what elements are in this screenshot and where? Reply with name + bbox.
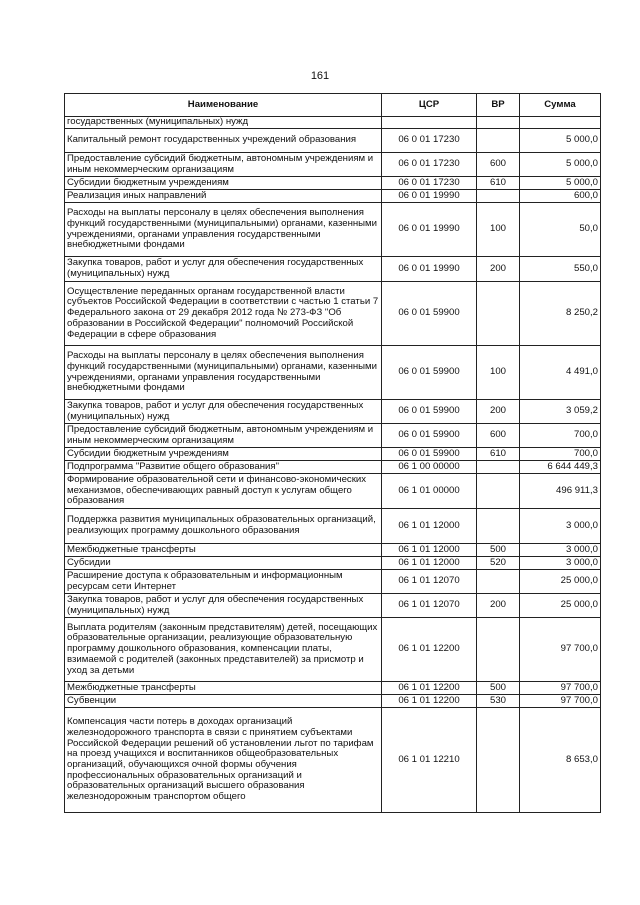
cell-sum: 50,0 <box>520 203 601 257</box>
table-row <box>65 153 601 177</box>
cell-csr: 06 1 01 12000 <box>382 544 477 557</box>
cell-vr: 200 <box>477 594 520 618</box>
cell-name: Субсидии бюджетным учреждениям <box>65 177 382 190</box>
cell-csr: 06 1 01 12200 <box>382 618 477 682</box>
cell-vr: 530 <box>477 695 520 708</box>
cell-csr: 06 0 01 59900 <box>382 448 477 461</box>
cell-vr: 600 <box>477 153 520 177</box>
cell-csr: 06 0 01 17230 <box>382 177 477 190</box>
cell-vr <box>477 570 520 594</box>
cell-csr: 06 1 01 00000 <box>382 474 477 509</box>
table-body <box>65 117 601 813</box>
cell-vr <box>477 474 520 509</box>
cell-sum: 6 644 449,3 <box>520 461 601 474</box>
cell-sum: 3 000,0 <box>520 509 601 544</box>
cell-name: Межбюджетные трансферты <box>65 682 382 695</box>
table-header-row <box>65 94 601 117</box>
cell-csr: 06 0 01 19990 <box>382 257 477 282</box>
budget-table <box>64 93 601 813</box>
cell-csr: 06 1 00 00000 <box>382 461 477 474</box>
header-csr: ЦСР <box>382 94 477 117</box>
table-row <box>65 424 601 448</box>
cell-vr <box>477 190 520 203</box>
table-row <box>65 474 601 509</box>
cell-sum: 5 000,0 <box>520 129 601 153</box>
cell-name: Поддержка развития муниципальных образовательных организаций, реализующих программу дошкольного образования <box>65 509 382 544</box>
table-row <box>65 129 601 153</box>
cell-csr: 06 1 01 12200 <box>382 682 477 695</box>
table-row <box>65 203 601 257</box>
cell-csr: 06 0 01 59900 <box>382 346 477 400</box>
cell-vr: 610 <box>477 177 520 190</box>
cell-sum: 700,0 <box>520 448 601 461</box>
cell-name: Выплата родителям (законным представителям) детей, посещающих образовательные организации, реализующие образовательную программу дошкольного образования, компенсации платы, взимаемой с родителей (законных представителей) за присмотр и уход за детьми <box>65 618 382 682</box>
cell-csr: 06 0 01 17230 <box>382 153 477 177</box>
cell-csr: 06 1 01 12070 <box>382 570 477 594</box>
cell-sum: 3 059,2 <box>520 400 601 424</box>
cell-vr: 500 <box>477 544 520 557</box>
cell-csr: 06 0 01 19990 <box>382 190 477 203</box>
cell-sum: 25 000,0 <box>520 570 601 594</box>
cell-name: Осуществление переданных органам государственной власти субъектов Российской Федерации в соответствии с частью 1 статьи 7 Федерального закона от 29 декабря 2012 года № 273-ФЗ "Об образовании в Российской Федерации" полномочий Российской Федерации в сфере образования <box>65 282 382 346</box>
cell-vr <box>477 509 520 544</box>
cell-vr: 500 <box>477 682 520 695</box>
header-sum: Сумма <box>520 94 601 117</box>
cell-csr: 06 0 01 59900 <box>382 400 477 424</box>
cell-vr: 200 <box>477 257 520 282</box>
cell-name: Межбюджетные трансферты <box>65 544 382 557</box>
cell-name: Компенсация части потерь в доходах организаций железнодорожного транспорта в связи с принятием субъектами Российской Федерации решений об установлении льгот по тарифам на проезд учащихся и воспитанников общеобразовательных организаций, обучающихся очной формы обучения профессиональных образовательных организаций и образовательных организаций высшего образования железнодорожным транспортом общего <box>65 708 382 813</box>
header-name: Наименование <box>65 94 382 117</box>
cell-csr: 06 0 01 59900 <box>382 424 477 448</box>
cell-vr: 520 <box>477 557 520 570</box>
cell-vr: 100 <box>477 203 520 257</box>
cell-sum: 8 250,2 <box>520 282 601 346</box>
cell-name: Расходы на выплаты персоналу в целях обеспечения выполнения функций государственными (муниципальными) органами, казенными учреждениями, органами управления государственными внебюджетными фондами <box>65 203 382 257</box>
cell-sum <box>520 117 601 129</box>
cell-vr: 100 <box>477 346 520 400</box>
cell-name: Реализация иных направлений <box>65 190 382 203</box>
cell-name: Закупка товаров, работ и услуг для обеспечения государственных (муниципальных) нужд <box>65 257 382 282</box>
table-row <box>65 618 601 682</box>
cell-sum: 5 000,0 <box>520 177 601 190</box>
cell-name: государственных (муниципальных) нужд <box>65 117 382 129</box>
cell-name: Субсидии бюджетным учреждениям <box>65 448 382 461</box>
cell-vr <box>477 117 520 129</box>
cell-name: Предоставление субсидий бюджетным, автономным учреждениям и иным некоммерческим организациям <box>65 153 382 177</box>
cell-sum: 25 000,0 <box>520 594 601 618</box>
cell-name: Предоставление субсидий бюджетным, автономным учреждениям и иным некоммерческим организациям <box>65 424 382 448</box>
cell-csr: 06 1 01 12210 <box>382 708 477 813</box>
table-row <box>65 461 601 474</box>
cell-sum: 5 000,0 <box>520 153 601 177</box>
cell-sum: 496 911,3 <box>520 474 601 509</box>
cell-sum: 8 653,0 <box>520 708 601 813</box>
cell-csr: 06 1 01 12000 <box>382 557 477 570</box>
cell-name: Расходы на выплаты персоналу в целях обеспечения выполнения функций государственными (муниципальными) органами, казенными учреждениями, органами управления государственными внебюджетными фондами <box>65 346 382 400</box>
cell-vr <box>477 282 520 346</box>
table-row <box>65 282 601 346</box>
table-row <box>65 190 601 203</box>
table-row <box>65 594 601 618</box>
cell-sum: 550,0 <box>520 257 601 282</box>
cell-sum: 97 700,0 <box>520 618 601 682</box>
cell-csr: 06 1 01 12200 <box>382 695 477 708</box>
cell-vr: 200 <box>477 400 520 424</box>
cell-vr <box>477 461 520 474</box>
cell-name: Формирование образовательной сети и финансово-экономических механизмов, обеспечивающих равный доступ к услугам общего образования <box>65 474 382 509</box>
table-row <box>65 557 601 570</box>
cell-name: Расширение доступа к образовательным и информационным ресурсам сети Интернет <box>65 570 382 594</box>
cell-sum: 97 700,0 <box>520 695 601 708</box>
table-row <box>65 509 601 544</box>
table-row <box>65 177 601 190</box>
table-row <box>65 346 601 400</box>
cell-csr: 06 0 01 59900 <box>382 282 477 346</box>
cell-sum: 3 000,0 <box>520 544 601 557</box>
cell-csr <box>382 117 477 129</box>
cell-name: Субвенции <box>65 695 382 708</box>
table-row <box>65 117 601 129</box>
cell-sum: 97 700,0 <box>520 682 601 695</box>
table-row <box>65 708 601 813</box>
cell-sum: 4 491,0 <box>520 346 601 400</box>
cell-vr <box>477 618 520 682</box>
cell-csr: 06 1 01 12070 <box>382 594 477 618</box>
cell-vr <box>477 708 520 813</box>
cell-name: Закупка товаров, работ и услуг для обеспечения государственных (муниципальных) нужд <box>65 400 382 424</box>
header-vr: ВР <box>477 94 520 117</box>
cell-vr: 610 <box>477 448 520 461</box>
cell-sum: 600,0 <box>520 190 601 203</box>
table-row <box>65 544 601 557</box>
cell-vr: 600 <box>477 424 520 448</box>
cell-sum: 3 000,0 <box>520 557 601 570</box>
page-number: 161 <box>310 70 330 82</box>
table-row <box>65 695 601 708</box>
cell-vr <box>477 129 520 153</box>
table-row <box>65 448 601 461</box>
table-row <box>65 400 601 424</box>
cell-csr: 06 0 01 19990 <box>382 203 477 257</box>
cell-name: Капитальный ремонт государственных учреждений образования <box>65 129 382 153</box>
table-row <box>65 257 601 282</box>
cell-name: Субсидии <box>65 557 382 570</box>
cell-sum: 700,0 <box>520 424 601 448</box>
cell-csr: 06 1 01 12000 <box>382 509 477 544</box>
cell-csr: 06 0 01 17230 <box>382 129 477 153</box>
cell-name: Подпрограмма "Развитие общего образования" <box>65 461 382 474</box>
table-row <box>65 570 601 594</box>
cell-name: Закупка товаров, работ и услуг для обеспечения государственных (муниципальных) нужд <box>65 594 382 618</box>
table-row <box>65 682 601 695</box>
